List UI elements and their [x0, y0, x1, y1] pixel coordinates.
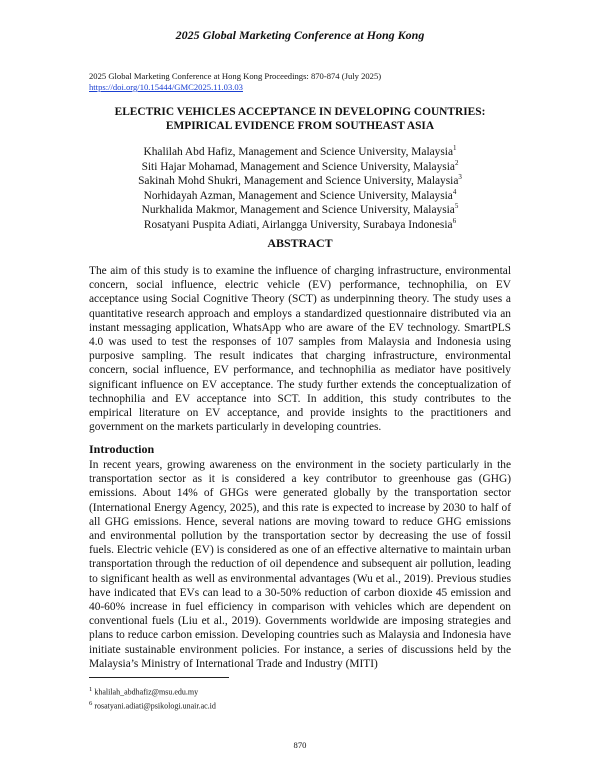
author-footnote-mark: 2 [454, 158, 459, 167]
paper-title-line-2: EMPIRICAL EVIDENCE FROM SOUTHEAST ASIA [165, 120, 435, 132]
author-affiliation: Khalilah Abd Hafiz, Management and Science University, Malaysia [143, 146, 454, 158]
footnote-email: rosatyani.adiati@psikologi.unair.ac.id [94, 701, 216, 711]
footnote [89, 684, 216, 698]
author-list [60, 145, 540, 232]
author-entry [60, 160, 540, 175]
author-entry [60, 145, 540, 160]
author-affiliation: Sakinah Mohd Shukri, Management and Science University, Malaysia [138, 175, 459, 187]
author-footnote-mark: 5 [454, 202, 459, 211]
introduction-body: In recent years, growing awareness on the environment in the society particularly in the transportation sector as it is considered a key contributor to greenhouse gas (GHG) emissions. About 14% of GHGs were generated globally by the transportation sector (International Energy Agency, 2025), and this rate is expected to increase by 2030 to half of all GHG emissions. Hence, several nations are moving toward to reduce GHG emissions and environmental pollution by the transportation sector by decreasing the use of fossil fuels. Electric vehicle (EV) is considered as one of an effective alternative to maintain urban transportation through the reduction of oil dependence and subsequent air pollution, leading to significant health as well as environmental advantages (Wu et al., 2019). Previous studies have indicated that EVs can lead to a 30-50% reduction of carbon dioxide 45 emission and 40-60% increase in fuel efficiency in comparison with vehicles which are dependent on conventional fuels (Liu et al., 2019). Governments worldwide are imposing strategies and plans to reduce carbon emission. Developing countries such as Malaysia and Indonesia have initiate sustainable environment policies. For instance, a series of discussions held by the Malaysia’s Ministry of International Trade and Industry (MITI) [89, 459, 511, 670]
footnote-email: khalilah_abdhafiz@msu.edu.my [94, 687, 199, 697]
proceedings-citation: 2025 Global Marketing Conference at Hong Kong Proceedings: 870-874 (July 2025) [89, 71, 382, 81]
author-entry [60, 218, 540, 233]
author-footnote-mark: 4 [452, 187, 457, 196]
author-entry [60, 174, 540, 189]
footnote [89, 698, 216, 712]
paper-title-line-1: ELECTRIC VEHICLES ACCEPTANCE IN DEVELOPING COUNTRIES: [114, 106, 486, 118]
abstract-heading: ABSTRACT [267, 236, 333, 250]
author-affiliation: Nurkhalida Makmor, Management and Science University, Malaysia [141, 204, 455, 216]
author-footnote-mark: 3 [458, 173, 462, 182]
author-affiliation: Norhidayah Azman, Management and Science University, Malaysia [143, 189, 453, 202]
author-entry [60, 189, 540, 204]
footnote-mark: 6 [89, 699, 93, 707]
author-entry [60, 203, 540, 218]
footnotes [89, 684, 216, 711]
introduction-heading: Introduction [89, 442, 155, 456]
footnote-mark: 1 [89, 686, 93, 693]
author-affiliation: Rosatyani Puspita Adiati, Airlangga University, Surabaya Indonesia [143, 218, 453, 231]
author-footnote-mark: 1 [453, 144, 457, 153]
doi-link[interactable]: https://doi.org/10.15444/GMC2025.11.03.03 [89, 82, 243, 92]
footnote-divider [89, 677, 229, 678]
running-header: 2025 Global Marketing Conference at Hong Kong [175, 28, 425, 42]
paper-title [60, 105, 540, 133]
author-affiliation: Siti Hajar Mohamad, Management and Science University, Malaysia [141, 160, 455, 173]
proceedings-info [89, 71, 381, 93]
abstract-body: The aim of this study is to examine the influence of charging infrastructure, environmental concern, social influence, electric vehicle (EV) performance, technophilia, on EV acceptance using Social Cognitive Theory (SCT) as underpinning theory. The study uses a quantitative research approach and employs a standardized questionnaire distributed via an instant messaging application, WhatsApp who are aware of the EV technology. SmartPLS 4.0 was used to test the responses of 107 samples from Malaysia and Indonesia using purposive sampling. The result indicates that charging infrastructure, environmental concern, social influence, EV performance, and technophilia as mediator have positively significant influence on EV acceptance. The study further extends the conceptualization of technophilia and EV acceptance into SCT. In addition, this study contributes to the empirical literature on EV acceptance, and provide insights to the practitioners and government on the markets particularly in developing countries. [89, 265, 511, 434]
page-number: 870 [293, 740, 307, 750]
author-footnote-mark: 6 [452, 216, 457, 225]
